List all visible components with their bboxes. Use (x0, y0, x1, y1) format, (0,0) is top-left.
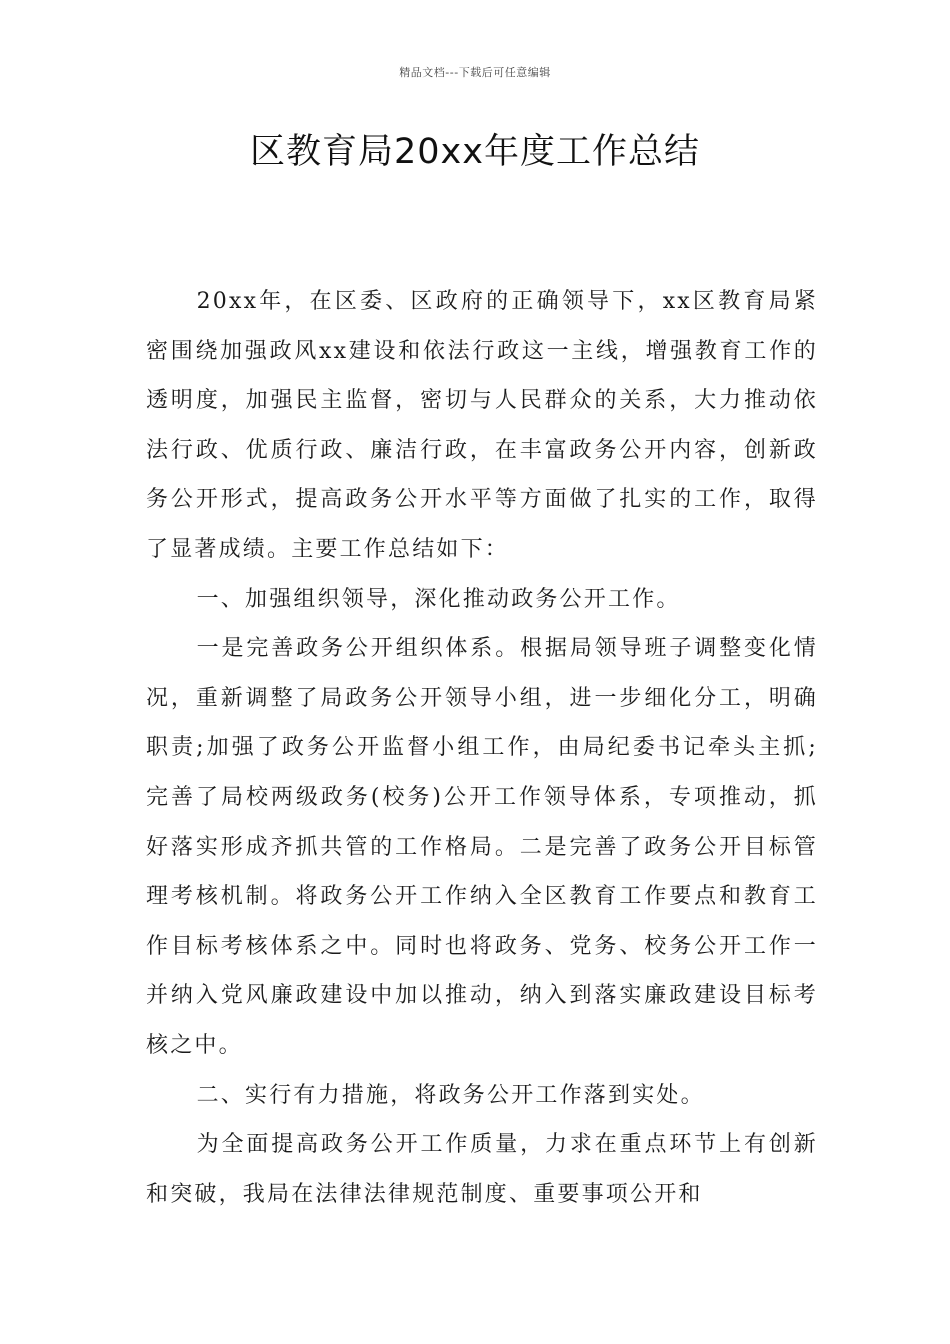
paragraph-section-2: 为全面提高政务公开工作质量，力求在重点环节上有创新和突破，我局在法律法律规范制度、重要事项公开和 (146, 1132, 818, 1207)
header-note: 精品文档---下载后可任意编辑 (399, 66, 551, 79)
document-body (146, 277, 818, 1219)
section-heading-1: 一、加强组织领导，深化推动政务公开工作。 (196, 586, 681, 612)
paragraph-intro: 20xx年，在区委、区政府的正确领导下，xx区教育局紧密围绕加强政风xx建设和依法行政这一主线，增强教育工作的透明度，加强民主监督，密切与人民群众的关系，大力推动依法行政、优质行政、廉洁行政，在丰富政务公开内容，创新政务公开形式，提高政务公开水平等方面做了扎实的工作，取得了显著成绩。主要工作总结如下： (146, 289, 818, 562)
paragraph-section-1: 一是完善政务公开组织体系。根据局领导班子调整变化情况，重新调整了局政务公开领导小组，进一步细化分工，明确职责;加强了政务公开监督小组工作，由局纪委书记牵头主抓;完善了局校两级政务(校务)公开工作领导体系，专项推动，抓好落实形成齐抓共管的工作格局。二是完善了政务公开目标管理考核机制。将政务公开工作纳入全区教育工作要点和教育工作目标考核体系之中。同时也将政务、党务、校务公开工作一并纳入党风廉政建设中加以推动，纳入到落实廉政建设目标考核之中。 (146, 636, 818, 1058)
section-heading-2: 二、实行有力措施，将政务公开工作落到实处。 (196, 1082, 705, 1108)
document-title: 区教育局20xx年度工作总结 (250, 132, 700, 172)
